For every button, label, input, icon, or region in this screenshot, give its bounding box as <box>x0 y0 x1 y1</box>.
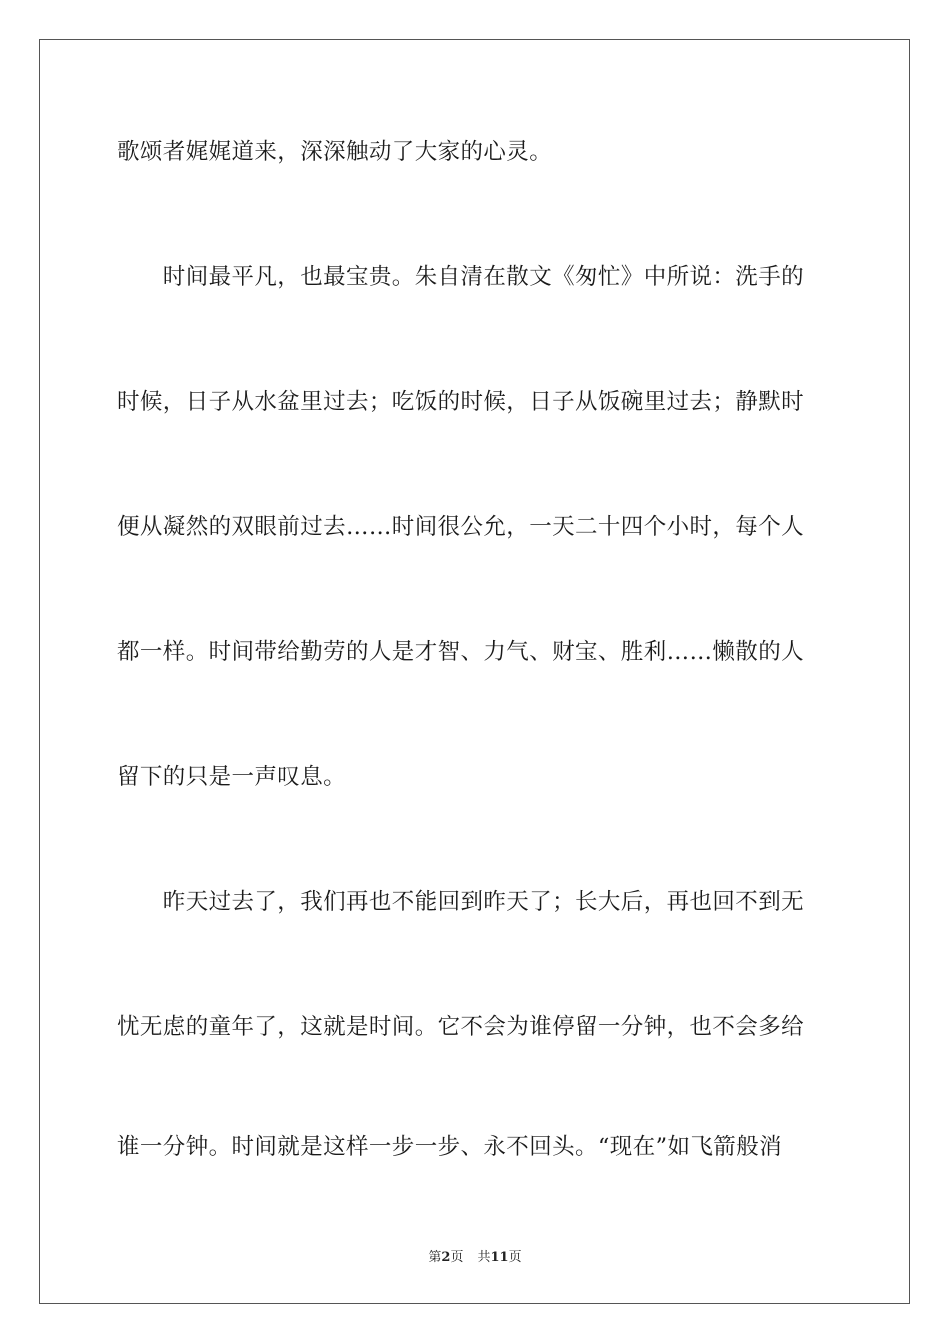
page-number: 2 <box>441 1250 451 1265</box>
total-prefix: 共 <box>477 1250 491 1265</box>
text-line-7: 昨天过去了，我们再也不能回到昨天了；长大后，再也回不到无 <box>117 889 805 915</box>
page-border <box>39 39 910 1304</box>
text-line-1: 歌颂者娓娓道来，深深触动了大家的心灵。 <box>117 139 553 165</box>
text-line-5: 都一样。时间带给勤劳的人是才智、力气、财宝、胜利……懒散的人 <box>117 639 805 665</box>
page-prefix: 第 <box>428 1250 442 1265</box>
page-suffix: 页 <box>450 1250 464 1265</box>
text-line-8: 忧无虑的童年了，这就是时间。它不会为谁停留一分钟，也不会多给 <box>117 1014 805 1040</box>
text-line-2: 时间最平凡，也最宝贵。朱自清在散文《匆忙》中所说：洗手的 <box>117 264 805 290</box>
text-line-9: 谁一分钟。时间就是这样一步一步、永不回头。“现在”如飞箭般消 <box>117 1134 783 1160</box>
total-suffix: 页 <box>508 1250 522 1265</box>
text-line-4: 便从凝然的双眼前过去……时间很公允，一天二十四个小时，每个人 <box>117 514 805 540</box>
page-footer <box>0 1246 950 1265</box>
text-line-6: 留下的只是一声叹息。 <box>117 764 347 790</box>
total-pages: 11 <box>490 1250 509 1265</box>
text-line-3: 时候，日子从水盆里过去；吃饭的时候，日子从饭碗里过去；静默时 <box>117 389 805 415</box>
